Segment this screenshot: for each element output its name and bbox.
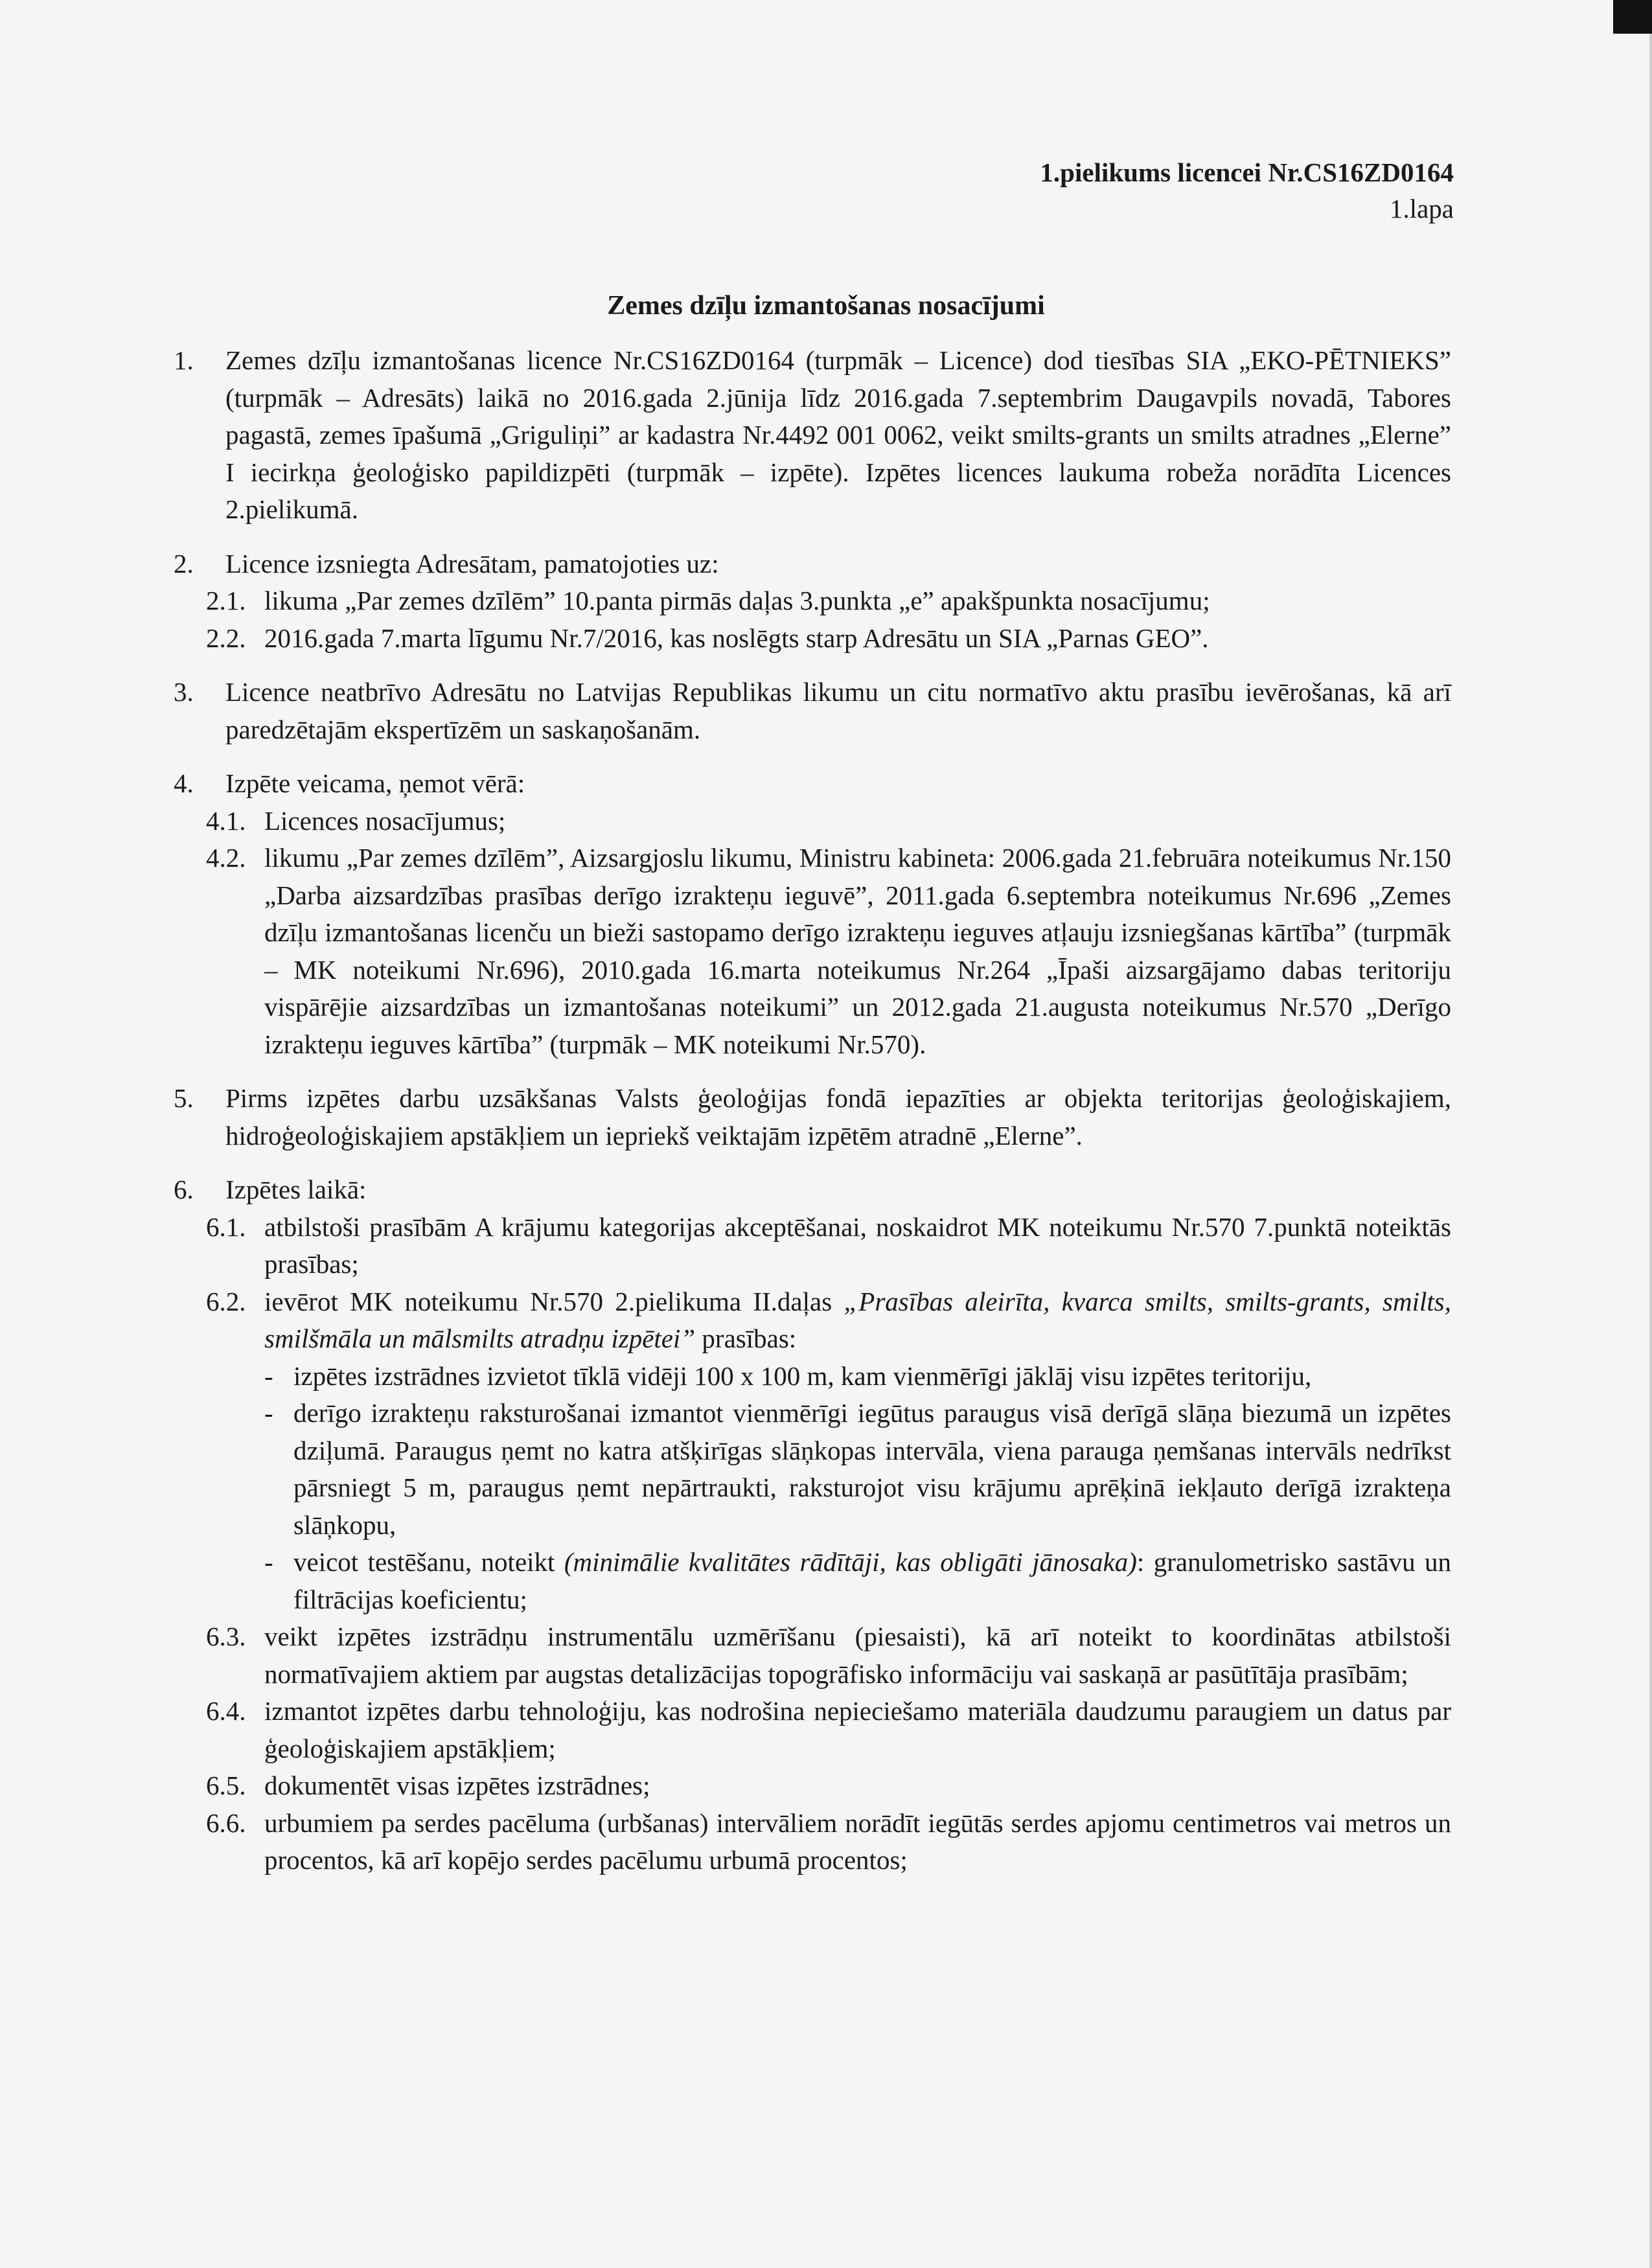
subsection-number: 6.3. <box>206 1621 246 1651</box>
subsection-text: likumu „Par zemes dzīlēm”, Aizsargjoslu likumu, Ministru kabineta: 2006.gada 21.februāra noteikumus Nr.150 „Darba aizsardzības prasības derīgo izrakteņu ieguvē”, 2011.gada 6.septembra noteikumus Nr.696 „Zemes dzīļu izmantošanas licenču un bieži sastopamo derīgo izrakteņu ieguves atļauju izsniegšanas kārtība” (turpmāk – MK noteikumi Nr.696), 2010.gada 16.marta noteikumus Nr.264 „Īpaši aizsargājamo dabas teritoriju vispārējie aizsardzības un izmantošanas noteikumi” un 2012.gada 21.augusta noteikumus Nr.570 „Derīgo izrakteņu ieguves kārtība” (turpmāk – MK noteikumi Nr.570). <box>264 843 1451 1059</box>
subsection-number: 4.2. <box>206 843 246 873</box>
annex-header <box>871 154 1454 227</box>
subsection-text-part: ievērot MK noteikumu Nr.570 2.pielikuma II.daļas <box>264 1286 844 1316</box>
section-text: Pirms izpētes darbu uzsākšanas Valsts ģeoloģijas fondā iepazīties ar objekta teritorijas ģeoloģiskajiem, hidroģeoloģiskajiem apstākļiem un iepriekš veiktajām izpētēm atradnē „Elerne”. <box>225 1083 1451 1151</box>
subsection-number: 4.1. <box>206 805 246 836</box>
subsection-text: dokumentēt visas izpētes izstrādnes; <box>264 1770 650 1800</box>
subsection-4-2 <box>174 840 1451 1063</box>
section-number: 1. <box>174 345 194 375</box>
subsection-text-part: prasības: <box>695 1323 797 1353</box>
section-3 <box>174 674 1451 748</box>
subsection-text: likuma „Par zemes dzīlēm” 10.panta pirmās daļas 3.punkta „e” apakšpunkta nosacījumu; <box>264 586 1210 615</box>
subsection-6-4 <box>174 1693 1451 1767</box>
subsection-number: 6.2. <box>206 1286 246 1316</box>
subsection-text: atbilstoši prasībām A krājumu kategorijas akceptēšanai, noskaidrot MK noteikumu Nr.570 7.punktā noteiktās prasības; <box>264 1211 1451 1279</box>
annex-reference: 1.pielikums licencei Nr.CS16ZD0164 <box>1040 157 1454 187</box>
subsection-number: 6.4. <box>206 1696 246 1726</box>
section-5 <box>174 1080 1451 1154</box>
bullet-italic-note: (minimālie kvalitātes rādītāji, kas obligāti jānosaka) <box>564 1547 1137 1577</box>
subsection-text: veikt izpētes izstrādņu instrumentālu uzmērīšanu (piesaisti), kā arī noteikt to koordinātas atbilstoši normatīvajiem aktiem par augstas detalizācijas topogrāfisko informāciju vai saskaņā ar pasūtītāja prasībām; <box>264 1621 1451 1689</box>
bullet-text-part: veicot testēšanu, noteikt <box>293 1547 564 1577</box>
page-number: 1.lapa <box>1389 194 1454 223</box>
subsection-6-2 <box>174 1283 1451 1619</box>
section-text: Izpētes laikā: <box>225 1174 367 1204</box>
subsection-number: 6.5. <box>206 1770 246 1800</box>
bullet-dash: - <box>264 1360 273 1391</box>
section-2 <box>174 545 1451 658</box>
section-text: Izpēte veicama, ņemot vērā: <box>225 768 525 798</box>
subsection-text: urbumiem pa serdes pacēluma (urbšanas) intervāliem norādīt iegūtās serdes apjomu centimetros vai metros un procentos, kā arī kopējo serdes pacēlumu urbumā procentos; <box>264 1807 1451 1875</box>
subsection-number: 6.6. <box>206 1807 246 1838</box>
bullet-dash: - <box>264 1398 273 1428</box>
subsection-number: 2.1. <box>206 586 246 615</box>
subsection-4-1 <box>174 803 1451 840</box>
document-body <box>174 342 1451 1896</box>
scan-corner-mark <box>1613 0 1652 34</box>
document-title: Zemes dzīļu izmantošanas nosacījumi <box>607 291 1045 321</box>
section-text: Licence izsniegta Adresātam, pamatojoties uz: <box>225 548 719 578</box>
section-number: 6. <box>174 1174 194 1204</box>
section-number: 4. <box>174 768 194 798</box>
section-text: Zemes dzīļu izmantošanas licence Nr.CS16ZD0164 (turpmāk – Licence) dod tiesības SIA „EKO-PĒTNIEKS” (turpmāk – Adresāts) laikā no 2016.gada 2.jūnija līdz 2016.gada 7.septembrim Daugavpils novadā, Tabores pagastā, zemes īpašumā „Griguliņi” ar kadastra Nr.4492 001 0062, veikt smilts-grants un smilts atradnes „Elerne” I iecirkņa ģeoloģisko papildizpēti (turpmāk – izpēte). Izpētes licences laukuma robeža norādīta Licences 2.pielikumā. <box>225 345 1451 524</box>
subsection-6-6 <box>174 1805 1451 1879</box>
section-text: Licence neatbrīvo Adresātu no Latvijas Republikas likumu un citu normatīvo aktu prasību ievērošanas, kā arī paredzētajām ekspertīzēm un saskaņošanām. <box>225 677 1451 744</box>
bullet-text: derīgo izrakteņu raksturošanai izmantot vienmērīgi iegūtus paraugus visā derīgā slāņa biezumā un izpētes dziļumā. Paraugus ņemt no katra atšķirīgas slāņkopas intervāla, viena parauga ņemšanas intervāls nedrīkst pārsniegt 5 m, paraugus ņemt nepārtraukti, raksturojot visu krājumu aprēķinā iekļauto derīgā izrakteņa slāņkopu, <box>293 1398 1451 1540</box>
section-4 <box>174 765 1451 1063</box>
bullet-item <box>174 1358 1451 1395</box>
bullet-text <box>293 1544 1451 1618</box>
subsection-6-1 <box>174 1209 1451 1283</box>
section-number: 2. <box>174 548 194 578</box>
bullet-item <box>174 1395 1451 1544</box>
subsection-2-2 <box>174 620 1451 658</box>
subsection-6-3 <box>174 1618 1451 1693</box>
subsection-number: 6.1. <box>206 1211 246 1242</box>
subsection-text: Licences nosacījumus; <box>264 805 506 836</box>
section-number: 3. <box>174 677 194 707</box>
subsection-number: 2.2. <box>206 623 246 653</box>
subsection-6-5 <box>174 1767 1451 1805</box>
bullet-dash: - <box>264 1547 273 1577</box>
subsection-text <box>264 1283 1451 1358</box>
subsection-2-1 <box>174 582 1451 620</box>
scan-edge-line <box>1649 34 1652 2268</box>
section-number: 5. <box>174 1083 194 1113</box>
bullet-text: izpētes izstrādnes izvietot tīklā vidēji 100 x 100 m, kam vienmērīgi jāklāj visu izpētes teritoriju, <box>293 1360 1312 1391</box>
subsection-text: 2016.gada 7.marta līgumu Nr.7/2016, kas noslēgts starp Adresātu un SIA „Parnas GEO”. <box>264 623 1209 653</box>
bullet-text-part: : granulometrisko sastāvu un filtrācijas koeficientu; <box>293 1547 1452 1614</box>
section-6 <box>174 1171 1451 1879</box>
subsection-text: izmantot izpētes darbu tehnoloģiju, kas nodrošina nepieciešamo materiāla daudzumu paraugiem un datus par ģeoloģiskajiem apstākļiem; <box>264 1696 1451 1763</box>
section-1 <box>174 342 1451 529</box>
annex-title-italic: „Prasības aleirīta, kvarca smilts, smilts-grants, smilts, smilšmāla un mālsmilts atradņu izpētei” <box>264 1286 1451 1353</box>
bullet-item <box>174 1544 1451 1618</box>
